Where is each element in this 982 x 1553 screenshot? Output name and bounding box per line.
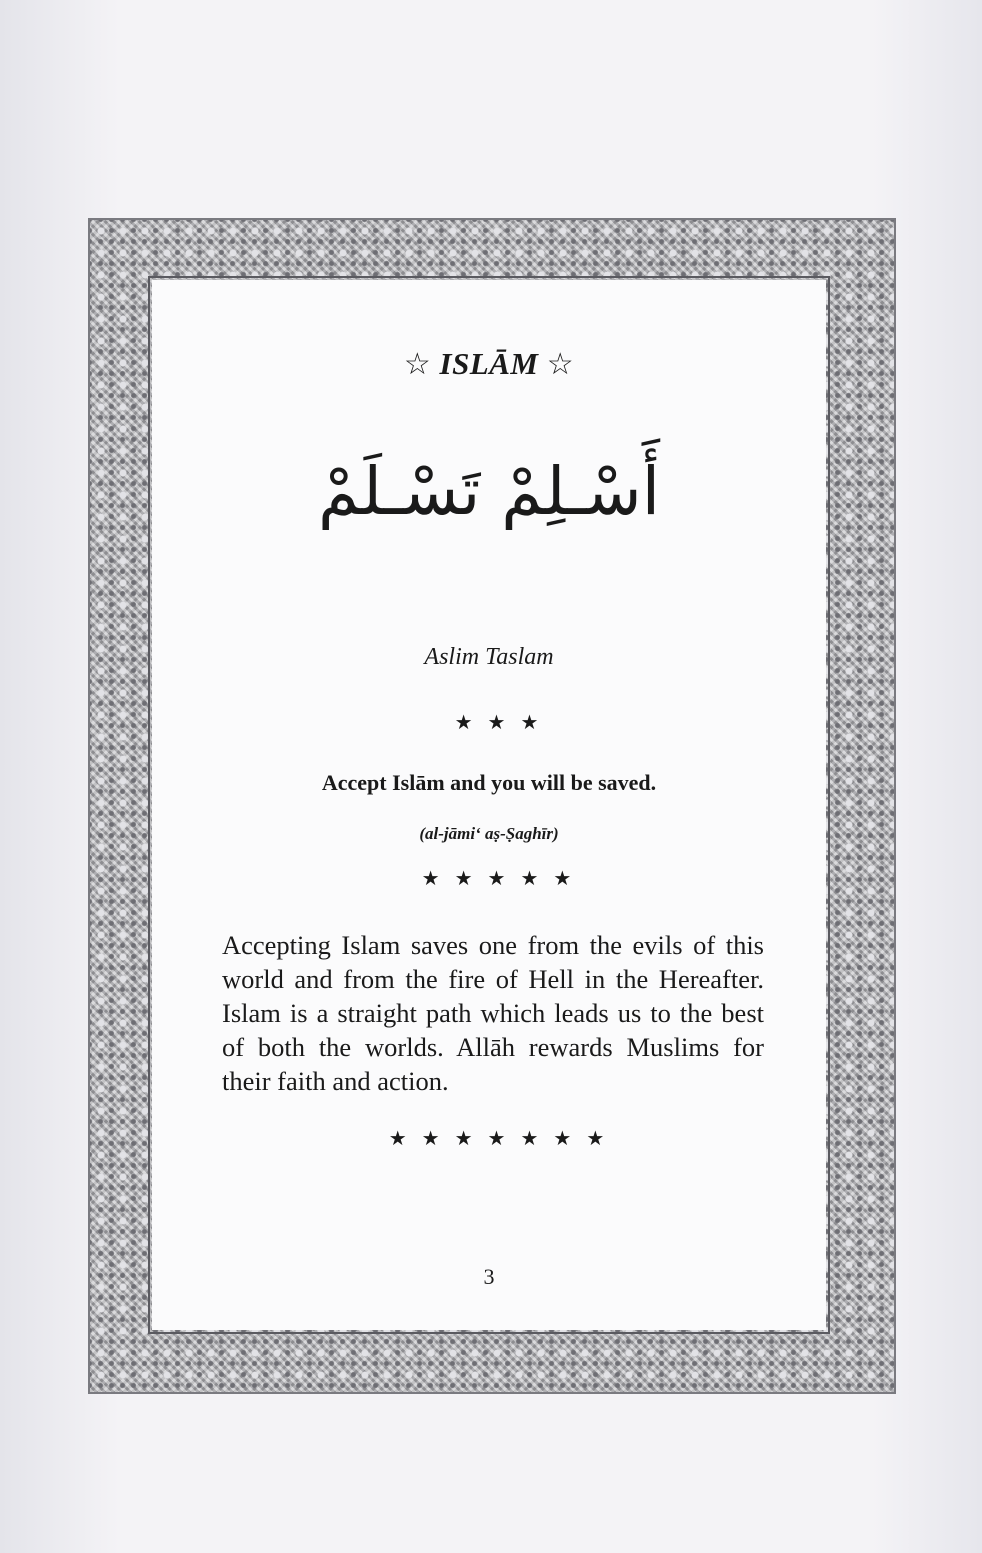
star-divider-2: ★★★★★ (421, 866, 587, 890)
page-title (152, 346, 826, 382)
star-divider-1: ★★★ (454, 710, 554, 734)
page-content (152, 280, 826, 1330)
saying-translation: Accept Islām and you will be saved. (321, 770, 657, 795)
star-outline-icon-right: ☆ (546, 348, 575, 381)
saying-source: (al-jāmi‘ aṣ-Ṣaghīr) (419, 824, 559, 843)
page-number: 3 (483, 1264, 495, 1289)
star-divider-3: ★★★★★★★ (388, 1126, 620, 1150)
page-title-text: ISLĀM (439, 346, 539, 381)
star-outline-icon-left: ☆ (403, 348, 432, 381)
body-paragraph: Accepting Islam saves one from the evils of this world and from the fire of Hell in the Hereafter. Islam is a straight path which leads us to the best of both the worlds. Allāh rewards Muslims for their faith and action. (222, 930, 764, 1096)
arabic-saying: أَسْـلِمْ تَسْـلَمْ (317, 453, 661, 530)
transliteration: Aslim Taslam (424, 644, 554, 670)
